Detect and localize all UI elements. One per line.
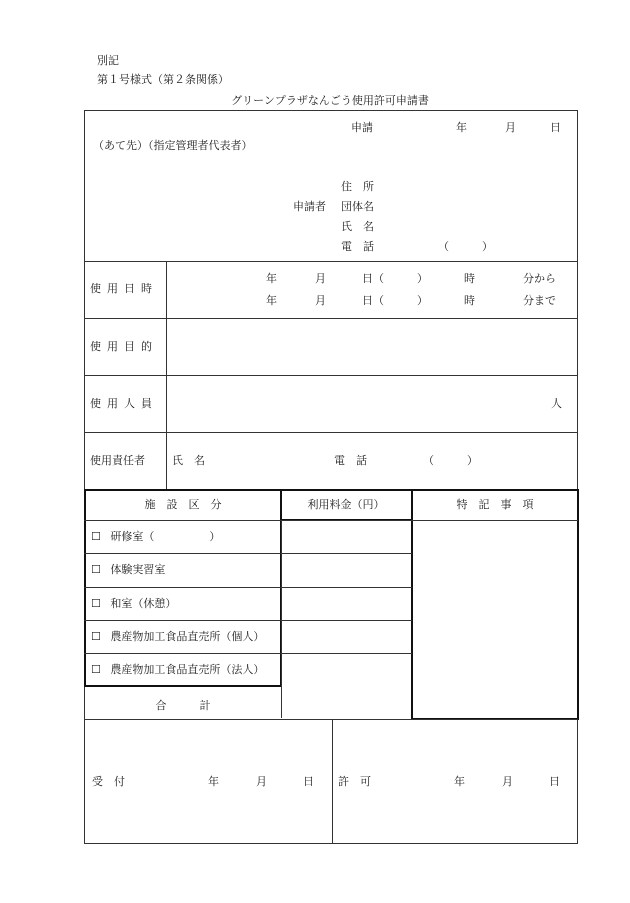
apply-label: 申請: [351, 121, 373, 134]
start-day: 日（: [362, 272, 384, 285]
form-frame: [84, 110, 578, 844]
permit-month: 月: [502, 775, 513, 788]
notes-box: [411, 489, 579, 720]
manager-phone-paren: （ ）: [423, 454, 478, 467]
group-name-label: 団体名: [341, 200, 374, 213]
facility-item-label: 農産物加工食品直売所（法人）: [110, 663, 265, 676]
start-hour: 時: [464, 272, 475, 285]
received-month: 月: [256, 775, 267, 788]
permit-year: 年: [454, 775, 465, 788]
end-weekday-close: ）: [417, 294, 428, 307]
col-division: 施 設 区 分: [144, 498, 222, 511]
start-weekday-close: ）: [417, 272, 428, 285]
purpose-label: 使用目的: [90, 340, 158, 353]
manager-name-label: 氏 名: [172, 454, 205, 467]
permit-day: 日: [549, 775, 560, 788]
end-hour: 時: [464, 294, 475, 307]
checkbox-icon[interactable]: ☐: [91, 597, 101, 610]
manager-label: 使用責任者: [90, 454, 145, 467]
people-label: 使用人員: [90, 397, 158, 410]
facility-item-1[interactable]: [91, 531, 220, 542]
facility-item-5[interactable]: [91, 664, 264, 675]
start-minute-from: 分から: [523, 272, 556, 285]
start-month: 月: [315, 272, 326, 285]
form-title: グリーンプラザなんごう使用許可申請書: [231, 94, 429, 107]
apply-month: 月: [505, 121, 516, 134]
facility-item-label: 研修室（ ）: [110, 530, 221, 543]
facility-item-label: 和室（休憩）: [110, 597, 177, 610]
applicant-label: 申請者: [293, 200, 326, 213]
applicant-phone-label: 電 話: [341, 240, 374, 253]
col-fee: 利用料金（円）: [307, 498, 385, 511]
annex-label: 別記: [97, 54, 119, 67]
addressee: （あて先）（指定管理者代表者）: [93, 139, 253, 152]
usage-datetime-label: 使用日時: [90, 282, 158, 295]
applicant-phone-paren: （ ）: [438, 240, 493, 253]
received-year: 年: [208, 775, 219, 788]
facility-item-label: 体験実習室: [110, 563, 166, 576]
address-label: 住 所: [341, 180, 374, 193]
start-year: 年: [266, 272, 277, 285]
manager-phone-label: 電 話: [334, 454, 367, 467]
checkbox-icon[interactable]: ☐: [91, 563, 101, 576]
end-minute-until: 分まで: [523, 294, 556, 307]
permit-label: 許 可: [338, 775, 371, 788]
checkbox-icon[interactable]: ☐: [91, 530, 101, 543]
facility-division-box: [84, 489, 282, 687]
total-label: 合 計: [155, 699, 211, 712]
received-day: 日: [303, 775, 314, 788]
people-unit: 人: [551, 397, 562, 410]
end-month: 月: [315, 294, 326, 307]
facility-item-3[interactable]: [91, 598, 176, 609]
facility-item-2[interactable]: [91, 564, 165, 575]
checkbox-icon[interactable]: ☐: [91, 663, 101, 676]
facility-item-4[interactable]: [91, 631, 264, 642]
apply-year: 年: [456, 121, 467, 134]
facility-item-label: 農産物加工食品直売所（個人）: [110, 630, 265, 643]
col-notes: 特 記 事 項: [456, 498, 534, 511]
end-day: 日（: [362, 294, 384, 307]
end-year: 年: [266, 294, 277, 307]
checkbox-icon[interactable]: ☐: [91, 630, 101, 643]
applicant-name-label: 氏 名: [341, 220, 374, 233]
apply-day: 日: [550, 121, 561, 134]
form-number: 第１号様式（第２条関係）: [97, 73, 229, 86]
received-label: 受 付: [92, 775, 125, 788]
